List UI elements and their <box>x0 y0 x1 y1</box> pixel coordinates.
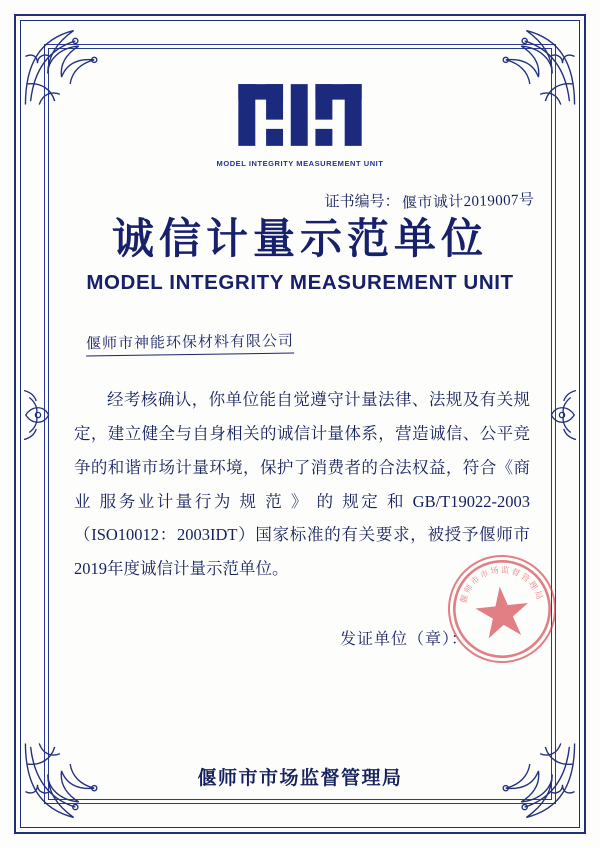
logo-block <box>60 60 540 168</box>
official-seal-stamp <box>443 550 562 669</box>
issuing-organization: 偃师市市场监督管理局 <box>197 768 403 789</box>
certificate-title-en: MODEL INTEGRITY MEASUREMENT UNIT <box>86 271 514 295</box>
logo-caption: MODEL INTEGRITY MEASUREMENT UNIT <box>216 159 384 168</box>
mim-logo-icon <box>230 78 370 152</box>
side-ornament-left <box>20 380 56 450</box>
serial-number-row <box>60 190 540 211</box>
certificate-content <box>60 60 540 788</box>
recipient-name: 偃师市神能环保材料有限公司 <box>86 330 294 357</box>
issuer-label: 发证单位（章）： <box>339 631 468 649</box>
serial-number-value: 偃市诚计2019007号 <box>401 192 535 212</box>
serial-number-label: 证书编号： <box>324 194 400 210</box>
certificate-title-cn: 诚信计量示范单位 <box>111 217 488 263</box>
side-ornament-right <box>544 380 580 450</box>
certificate-body-text: 经考核确认，你单位能自觉遵守计量法律、法规及有关规定，建立健全与自身相关的诚信计量体系，营造诚信、公平竞争的和谐市场计量环境，保护了消费者的合法权益，符合《商业 服务业计量行为 规 范 》 的 规定 和 GB/T19022-2003（ISO10012：2003IDT）国家标准的有关要求，被授予偃师市2019年度诚信计量示范单位。 <box>74 390 530 579</box>
svg-text:偃师市市场监督管理局: 偃师市市场监督管理局 <box>458 565 545 605</box>
